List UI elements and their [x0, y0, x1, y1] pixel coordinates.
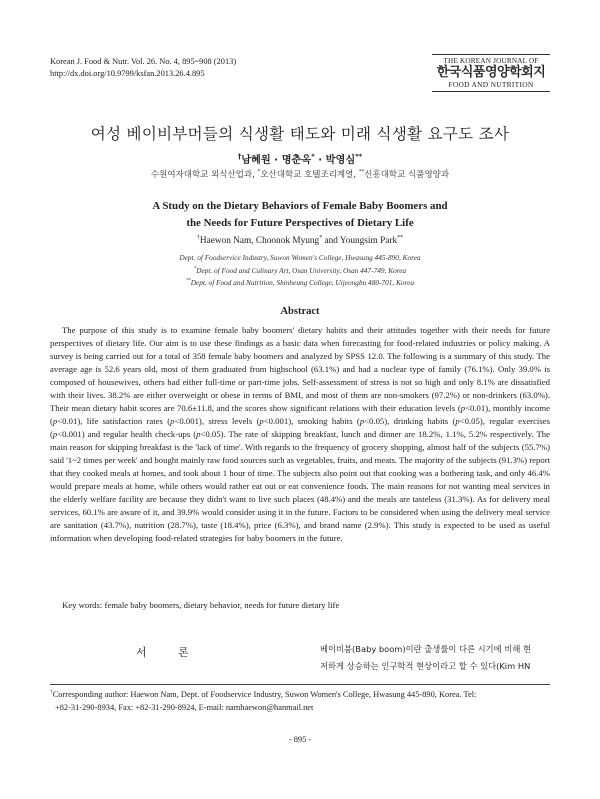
- author-mark: **: [397, 234, 404, 241]
- journal-logo: [432, 54, 550, 92]
- footnote-divider: [50, 684, 550, 685]
- journal-name-en-top: THE KOREAN JOURNAL OF: [432, 54, 550, 65]
- author-names: Haewon Nam, Choonok Myung: [199, 236, 320, 246]
- corresponding-author-footnote: [50, 688, 550, 714]
- abstract-text: <0.05). The rate of skipping breakfast, lunch and dinner are 18.2%, 1.1%, 5.2% respectively. The main reason for skipping breakfast is the 'lack of time'. With regards to the frequency of grocery shopping, almost half of the subjects (55.7%) said '1~2 times per week' and bought mainly raw food sources such as vegetables, fruits, and meats. The majority of the subjects (91.3%) report that they cooked meals at homes, and took about 1 hour of time. The subjects also point out that cooking was a bothering task, and only 46.4% would prepare meals at home, while others would rather eat out or eat convenience foods. The main reasons for not wanting meal services in the elderly welfare facility are because they didn't want to live such places (48.4%) and the meals are tasteless (31.3%). As for delivery meal services, 60.1% are aware of it, and 39.9% would consider using it in the future. Factors to be considered when using the delivery meal service are sanitation (43.7%), nutrition (28.7%), taste (18.4%), price (6.3%), and brand name (2.9%). This study is expected to be used as useful information when developing food-related strategies for baby boomers in the future.: [50, 429, 550, 543]
- affiliations-korean: [0, 168, 600, 180]
- author-mark: †: [237, 152, 242, 161]
- title-korean: 여성 베이비부머들의 식생활 태도와 미래 식생활 요구도 조사: [90, 125, 510, 143]
- abstract-text: <0.01), life satisfaction rates (: [57, 416, 171, 426]
- author-separator: ·: [270, 155, 282, 166]
- title-english-line: the Needs for Future Perspectives of Dietary Life: [186, 217, 414, 229]
- p-value-symbol: p: [170, 416, 175, 426]
- author-mark: *: [319, 234, 323, 241]
- journal-name-en-bottom: FOOD AND NUTRITION: [432, 80, 550, 92]
- citation-header: [50, 56, 236, 80]
- abstract-text: <0.05), drinking habits (: [364, 416, 456, 426]
- affiliation-line: [0, 277, 600, 290]
- affiliation-text: Dept. of Food and Nutrition, Shinheung College, Uijeongbu 480-701, Korea: [190, 278, 415, 287]
- author-name: 명춘옥: [281, 155, 312, 166]
- p-value-symbol: p: [52, 429, 58, 439]
- affiliation-mark: **: [185, 278, 191, 284]
- author-name: 남혜원: [241, 155, 271, 166]
- author-separator: ·: [314, 155, 326, 166]
- footnote-mark: †: [50, 689, 53, 696]
- abstract-text: The purpose of this study is to examine female baby boomers' dietary habits and their attitudes together with their needs for future perspectives of dietary life. Our aim is to use these findings as a basic data when forecasting for food-related industries or policy making. A survey is being carried out for a total of 358 female baby boomers and analyzed by SPSS 12.0. The following is a summary of this study. The average age is 52.6 years old, most of them graduated from highschool (63.1%) and had a nuclear type of family (76.1%). Only 39.0% is composed of housewives, others had either full-time or part-time jobs. Self-assessment of stress is not so high and only 8.1% are dissatisfied with their lives. 38.2% are either overweight or obese in terms of BMI, and most of them are non-smokers (97.2%) or non-drinkers (63.0%). Their mean dietary habit scores are 70.6±11.8, and the scores show significant relations with their education levels (: [50, 325, 550, 413]
- abstract-text: <0.001) and regular health check-ups (: [57, 429, 197, 439]
- affiliations-english: [0, 252, 600, 290]
- abstract-text: <0.001), stress levels (: [174, 416, 260, 426]
- page-number: - 895 -: [288, 735, 312, 744]
- intro-line: 저하게 상승하는 인구학적 현상이라고 할 수 있다(Kim HN: [320, 661, 531, 671]
- abstract-text: <0.01), monthly income (: [50, 403, 550, 426]
- author-names: and Youngsim Park: [322, 236, 398, 246]
- affiliation-text: 수원여자대학교 외식산업과,: [150, 170, 258, 180]
- abstract-heading: Abstract: [280, 306, 320, 317]
- title-english: [0, 198, 600, 232]
- p-value-symbol: p: [259, 416, 264, 426]
- p-value-symbol: p: [460, 403, 466, 413]
- affiliation-text: 신흥대학교 식품영양과: [364, 170, 450, 180]
- affiliation-line: Dept. of Foodservice Industry, Suwon Women's College, Hwasung 445-890, Korea: [179, 253, 421, 262]
- footnote-line: +82-31-290-8934, Fax: +82-31-290-8924, E-mail: namhaewon@hanmail.net: [55, 703, 314, 712]
- affiliation-mark: *: [193, 266, 197, 272]
- footnote-line: [50, 688, 550, 701]
- affiliation-text: 오산대학교 호텔조리계열,: [260, 170, 359, 180]
- affiliation-text: Dept. of Food and Culinary Art, Osan University, Osan 447-749, Korea: [196, 265, 407, 275]
- p-value-symbol: p: [52, 416, 58, 426]
- introduction-text: [320, 641, 550, 675]
- journal-name-ko: 한국식품영양학회지: [436, 65, 546, 80]
- footnote-text: Corresponding author: Haewon Nam, Dept. of Foodservice Industry, Suwon Women's College, Hwasung 445-890, Korea. Tel:: [52, 690, 477, 699]
- title-english-line: A Study on the Dietary Behaviors of Female Baby Boomers and: [152, 200, 448, 212]
- abstract-text: <0.001), smoking habits (: [263, 416, 360, 426]
- affiliation-mark: **: [358, 169, 365, 176]
- keywords: Key words: female baby boomers, dietary behavior, needs for future dietary life: [62, 600, 340, 610]
- abstract-body: [50, 324, 550, 545]
- abstract-paragraph: [50, 324, 550, 545]
- p-value-symbol: p: [455, 416, 460, 426]
- abstract-text: <0.05), regular exercises (: [50, 416, 550, 439]
- author-mark: **: [355, 152, 363, 161]
- p-value-symbol: p: [359, 416, 365, 426]
- affiliation-line: [0, 265, 600, 278]
- authors-english: [0, 236, 600, 246]
- authors-korean: [0, 151, 600, 166]
- author-name: 박영심: [325, 155, 356, 166]
- journal-citation: Korean J. Food & Nutr. Vol. 26. No. 4, 895~908 (2013): [50, 57, 237, 66]
- introduction-heading: 서 론: [136, 646, 203, 659]
- doi-link[interactable]: http://dx.doi.org/10.9799/ksfan.2013.26.4.895: [50, 69, 205, 78]
- author-mark: *: [311, 152, 315, 161]
- author-mark: †: [196, 234, 200, 241]
- affiliation-mark: *: [257, 169, 261, 176]
- intro-line: 베이비붐(Baby boom)이란 출생률이 다른 시기에 비해 현: [320, 644, 532, 654]
- p-value-symbol: p: [196, 429, 201, 439]
